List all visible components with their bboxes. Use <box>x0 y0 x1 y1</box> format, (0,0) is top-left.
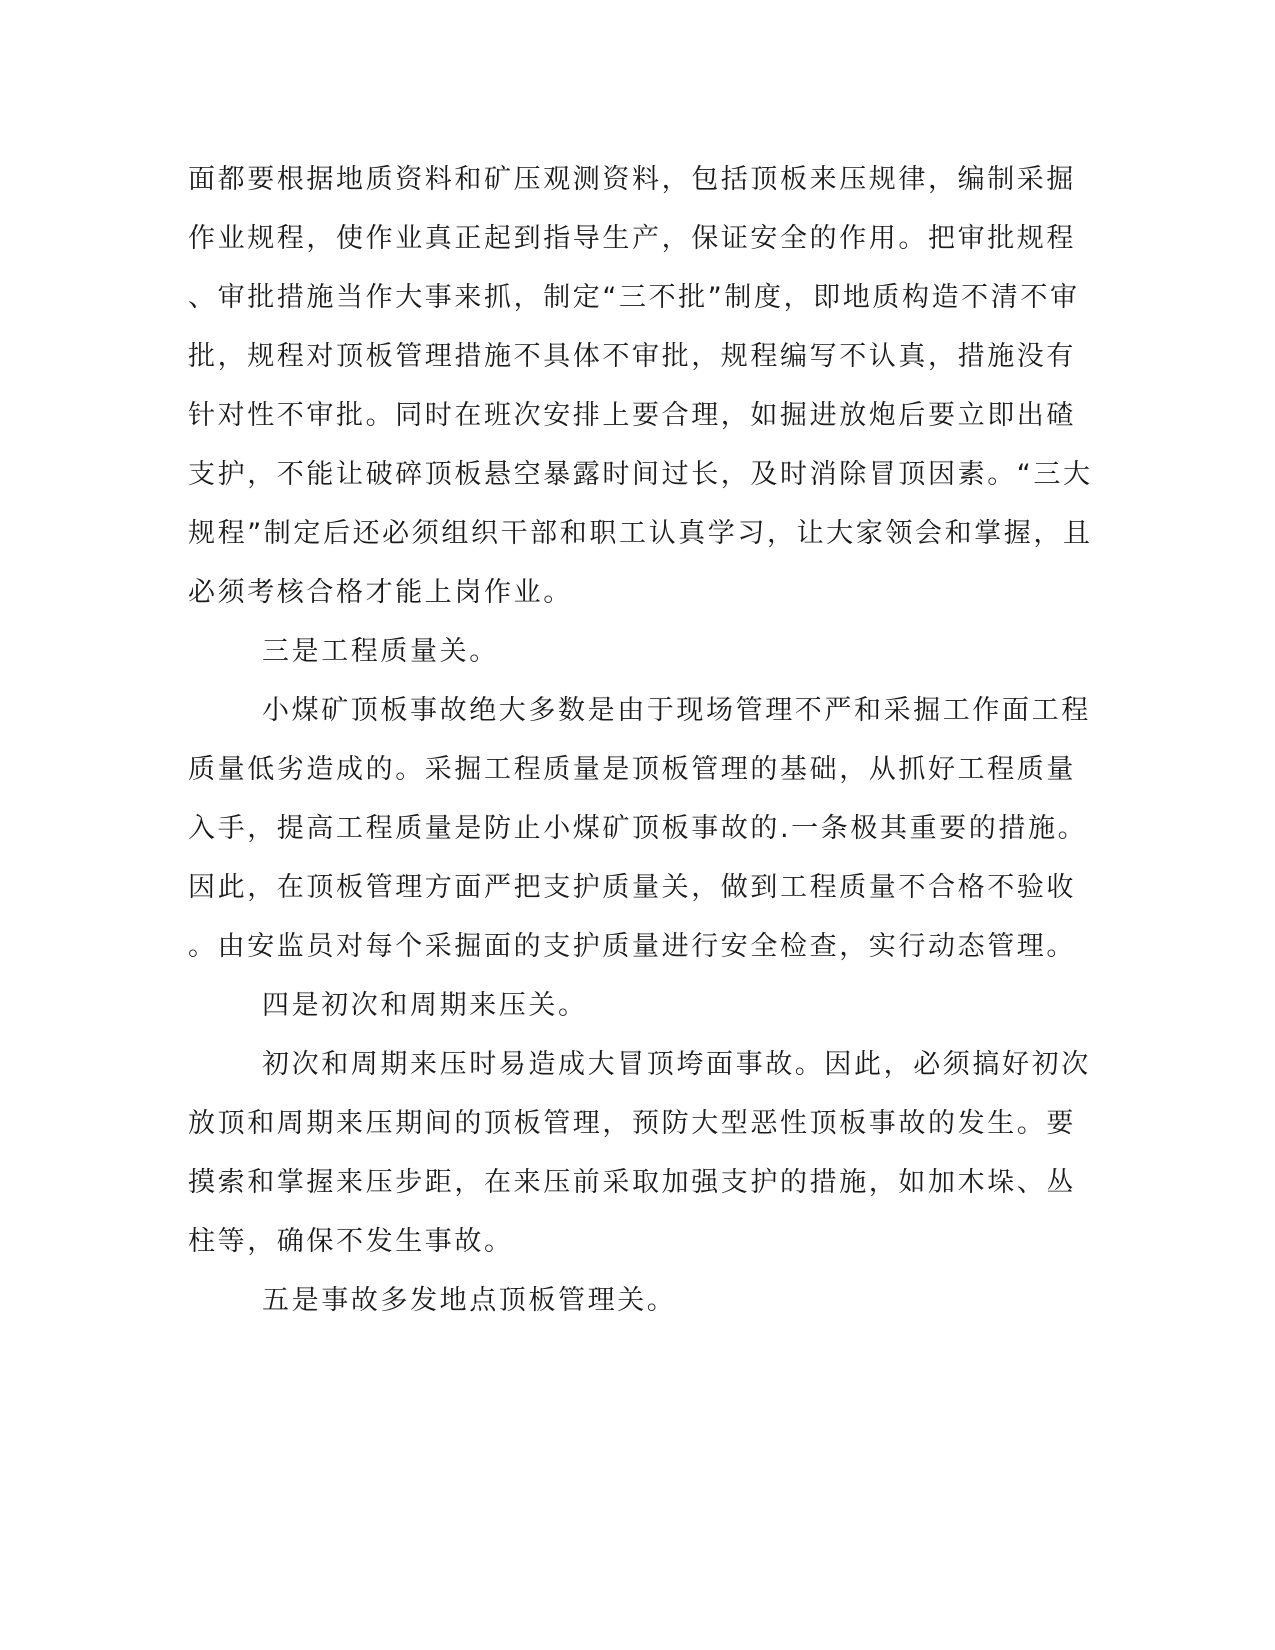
section-heading: 四是初次和周期来压关。 <box>262 990 588 1021</box>
body-text-line: 质量低劣造成的。采掘工程质量是顶板管理的基础，从抓好工程质量 <box>188 754 1076 785</box>
body-text-line: 放顶和周期来压期间的顶板管理，预防大型恶性顶板事故的发生。要 <box>188 1108 1076 1139</box>
body-text-line: 摸索和掌握来压步距，在来压前采取加强支护的措施，如加木垛、丛 <box>188 1167 1076 1198</box>
body-text-line: 、审批措施当作大事来抓，制定“三不批”制度，即地质构造不清不审 <box>188 282 1080 313</box>
body-text-line: 规程”制定后还必须组织干部和职工认真学习，让大家领会和掌握，且 <box>188 518 1093 549</box>
body-text-line: 因此，在顶板管理方面严把支护质量关，做到工程质量不合格不验收 <box>188 872 1076 903</box>
body-text-line: 必须考核合格才能上岗作业。 <box>188 577 573 608</box>
body-text-line: 。由安监员对每个采掘面的支护质量进行安全检查，实行动态管理。 <box>188 931 1076 962</box>
paragraph-first-line: 小煤矿顶板事故绝大多数是由于现场管理不严和采掘工作面工程 <box>262 695 1091 726</box>
body-text-line: 面都要根据地质资料和矿压观测资料，包括顶板来压规律，编制采掘 <box>188 164 1076 195</box>
body-text-line: 入手，提高工程质量是防止小煤矿顶板事故的.一条极其重要的措施。 <box>188 813 1088 844</box>
section-heading: 五是事故多发地点顶板管理关。 <box>262 1285 677 1316</box>
body-text-line: 作业规程，使作业真正起到指导生产，保证安全的作用。把审批规程 <box>188 223 1076 254</box>
section-heading: 三是工程质量关。 <box>262 636 499 667</box>
body-text-line: 柱等，确保不发生事故。 <box>188 1226 514 1257</box>
body-text-line: 批，规程对顶板管理措施不具体不审批，规程编写不认真，措施没有 <box>188 341 1076 372</box>
body-text-line: 针对性不审批。同时在班次安排上要合理，如掘进放炮后要立即出碴 <box>188 400 1076 431</box>
paragraph-first-line: 初次和周期来压时易造成大冒顶垮面事故。因此，必须搞好初次 <box>262 1049 1091 1080</box>
body-text-line: 支护，不能让破碎顶板悬空暴露时间过长，及时消除冒顶因素。“三大 <box>188 459 1093 490</box>
